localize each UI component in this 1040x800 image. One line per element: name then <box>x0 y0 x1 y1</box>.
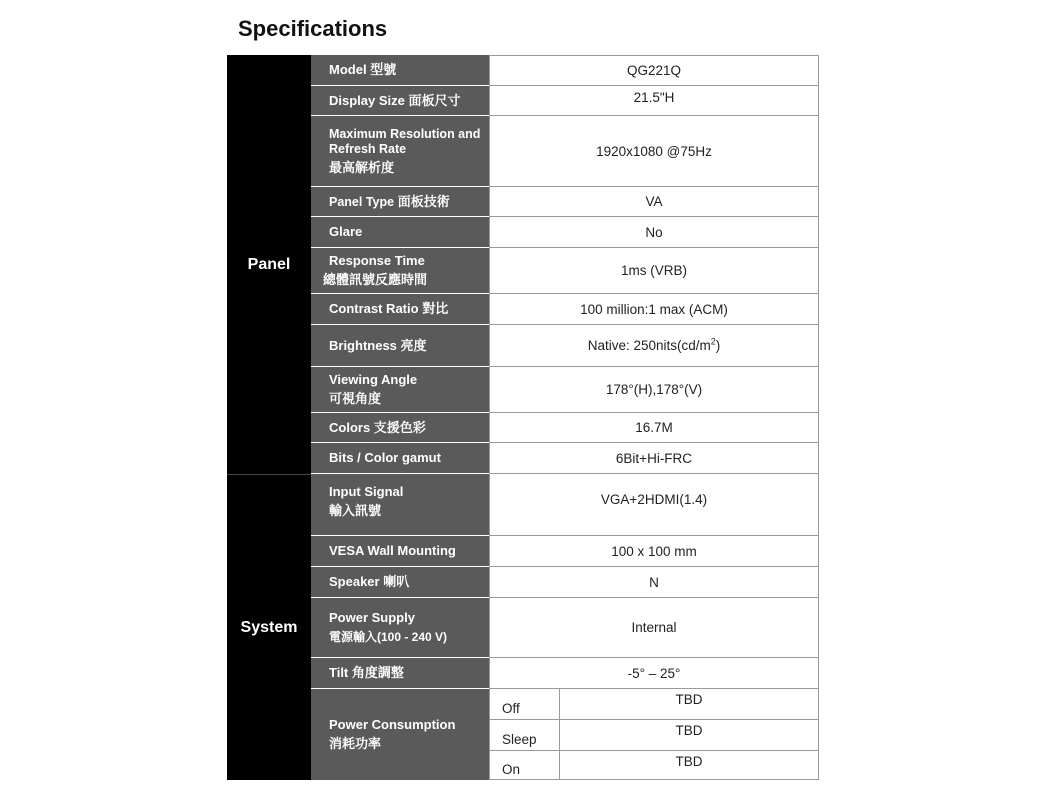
power-mode-label: On <box>502 761 521 777</box>
spec-label-en: Bits / Color gamut <box>329 450 441 465</box>
spec-value-colors <box>489 413 819 443</box>
brightness-value: Native: 250nits(cd/m <box>587 338 711 353</box>
page-title: Specifications <box>238 16 388 41</box>
category-panel <box>227 55 311 474</box>
spec-value-text: QG221Q <box>626 63 682 78</box>
spec-label-zh: 角度調整 <box>351 665 404 680</box>
spec-label-speaker <box>311 567 489 598</box>
spec-value-display-size <box>489 86 819 116</box>
spec-label-zh: 輸入訊號 <box>329 503 382 518</box>
spec-value-vesa-wall-mounting <box>489 536 819 567</box>
spec-label-colors <box>311 413 489 443</box>
spec-value-brightness <box>489 325 819 367</box>
spec-label-zh: 面板技術 <box>397 193 450 209</box>
spec-label-en: Power Consumption <box>329 717 456 732</box>
brightness-unit-sup: 2 <box>710 336 716 347</box>
spec-label-en: Power Supply <box>329 610 415 625</box>
spec-value-bits-color-gamut <box>489 443 819 474</box>
spec-label-en: Response Time <box>329 253 425 268</box>
spec-label-zh: 可視角度 <box>329 391 382 406</box>
power-mode-sleep <box>489 720 559 751</box>
spec-value-max-resolution <box>489 116 819 187</box>
spec-value-text: VA <box>645 194 663 209</box>
spec-label-zh: 面板尺寸 <box>408 92 461 108</box>
brightness-value-tail: ) <box>715 338 721 353</box>
spec-label-bits-color-gamut <box>311 443 489 474</box>
category-system <box>227 474 311 780</box>
spec-label-en: Viewing Angle <box>329 372 418 387</box>
spec-value-text <box>588 338 721 353</box>
spec-value-text: 16.7M <box>635 420 673 435</box>
spec-label-en: Colors <box>329 419 371 435</box>
spec-value-text: -5° – 25° <box>627 665 681 681</box>
spec-label-zh: 總體訊號反應時間 <box>323 272 428 287</box>
spec-label-en: Tilt <box>329 665 349 680</box>
spec-value-text: 100 x 100 mm <box>611 543 697 559</box>
spec-label-contrast-ratio <box>311 294 489 325</box>
spec-label-en: Display Size <box>329 92 405 108</box>
spec-value-model <box>489 55 819 86</box>
spec-value-text: 100 million:1 max (ACM) <box>580 301 728 317</box>
spec-value-text: VGA+2HDMI(1.4) <box>600 492 708 507</box>
spec-value-text: Internal <box>631 620 677 635</box>
power-value-text: TBD <box>675 692 703 707</box>
spec-label-zh: 對比 <box>422 301 449 316</box>
spec-value-contrast-ratio <box>489 294 819 325</box>
spec-label-en: Speaker <box>329 574 380 589</box>
spec-value-text: No <box>645 224 663 240</box>
spec-label-zh: 最高解析度 <box>329 159 395 175</box>
category-system-label: System <box>240 618 298 636</box>
spec-value-text: N <box>649 574 659 590</box>
spec-value-tilt <box>489 658 819 689</box>
spec-value-panel-type <box>489 187 819 217</box>
power-mode-label: Off <box>502 700 520 716</box>
spec-label-zh: 支援色彩 <box>373 419 426 435</box>
spec-value-text: 21.5"H <box>633 90 675 105</box>
spec-label-zh: 電源輸入(100 - 240 V) <box>329 630 448 644</box>
spec-label-power-consumption <box>311 689 489 780</box>
spec-value-text: 1ms (VRB) <box>620 263 687 278</box>
spec-label-model <box>311 55 489 86</box>
power-value-text: TBD <box>675 723 703 738</box>
spec-value-power-supply <box>489 598 819 658</box>
spec-label-vesa-wall-mounting <box>311 536 489 567</box>
spec-label-en: Contrast Ratio <box>329 301 419 316</box>
spec-value-input-signal <box>489 474 819 536</box>
spec-label-zh: 消耗功率 <box>329 736 382 751</box>
power-mode-on <box>489 751 559 780</box>
power-value-off <box>559 689 819 720</box>
spec-label-power-supply <box>311 598 489 658</box>
spec-label-response-time <box>311 248 489 294</box>
spec-label-zh: 喇叭 <box>383 574 410 589</box>
spec-value-viewing-angle <box>489 367 819 413</box>
spec-label-input-signal <box>311 474 489 536</box>
spec-label-display-size <box>311 86 489 116</box>
power-value-text: TBD <box>675 754 703 769</box>
spec-label-en: VESA Wall Mounting <box>329 543 456 558</box>
spec-label-en: Input Signal <box>329 484 404 499</box>
spec-label-viewing-angle <box>311 367 489 413</box>
power-mode-off <box>489 689 559 720</box>
spec-label-en: Panel Type <box>329 194 395 209</box>
power-value-sleep <box>559 720 819 751</box>
spec-value-speaker <box>489 567 819 598</box>
spec-label-max-resolution <box>311 116 489 187</box>
spec-label-zh: 型號 <box>370 62 397 77</box>
spec-label-brightness <box>311 325 489 367</box>
category-panel-label: Panel <box>247 255 291 273</box>
power-value-on <box>559 751 819 780</box>
spec-label-en: Model <box>329 62 367 77</box>
spec-value-text: 178°(H),178°(V) <box>605 382 703 397</box>
spec-label-glare <box>311 217 489 248</box>
spec-label-zh: 亮度 <box>400 337 427 353</box>
spec-label-tilt <box>311 658 489 689</box>
spec-value-text: 1920x1080 @75Hz <box>596 143 712 159</box>
spec-label-en: Brightness <box>329 337 397 353</box>
spec-label-en: Glare <box>329 224 363 239</box>
spec-value-glare <box>489 217 819 248</box>
spec-value-text: 6Bit+Hi-FRC <box>615 450 693 466</box>
spec-label-panel-type <box>311 187 489 217</box>
spec-value-response-time <box>489 248 819 294</box>
power-mode-label: Sleep <box>502 731 537 747</box>
spec-label-en: Maximum Resolution and Refresh Rate <box>329 126 481 156</box>
